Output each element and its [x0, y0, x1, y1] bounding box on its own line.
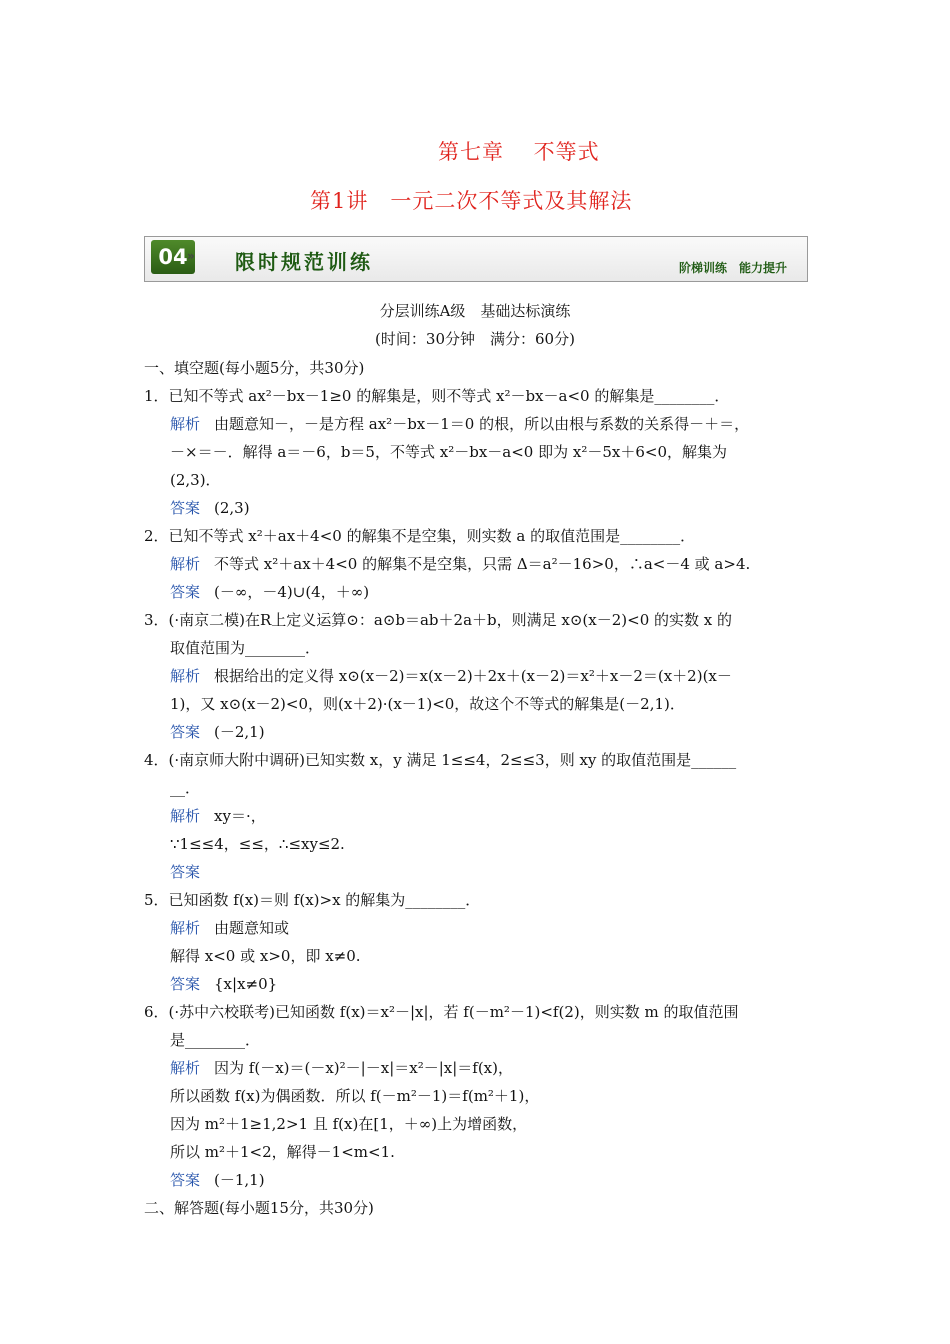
question-continued: 是________． [170, 1031, 261, 1049]
answer-line: 答案 (2,3) [170, 499, 250, 517]
answer-line [170, 862, 214, 882]
banner-title: 限时规范训练 [235, 250, 373, 274]
question: 5．已知函数 f(x)＝则 f(x)>x 的解集为________． [144, 891, 481, 909]
answer-line: 答案 (－1,1) [170, 1171, 265, 1189]
analysis-line: －×＝－．解得 a＝－6，b＝5，不等式 x²－bx－a<0 即为 x²－5x＋6<0，解集为 [170, 443, 727, 461]
analysis-line: 解析 因为 f(－x)＝(－x)²－|－x|＝x²－|x|＝f(x)， [170, 1059, 513, 1077]
answer-label: 答案 [170, 1171, 201, 1189]
question: 1．已知不等式 ax²－bx－1≥0 的解集是，则不等式 x²－bx－a<0 的解集是________． [144, 387, 730, 405]
section-banner [144, 236, 808, 282]
answer-label: 答案 [170, 723, 201, 741]
analysis-line: 所以 m²＋1<2，解得－1<m<1. [170, 1143, 395, 1161]
analysis-line: (2,3)． [170, 471, 221, 489]
question: 3．(·南京二模)在R上定义运算⊙：a⊙b＝ab＋2a＋b，则满足 x⊙(x－2)<0 的实数 x 的 [144, 611, 733, 629]
answer-label: 答案 [170, 583, 201, 601]
analysis-line: 解析 不等式 x²＋ax＋4<0 的解集不是空集，只需 Δ＝a²－16>0，∴a<－4 或 a>4. [170, 555, 751, 573]
analysis-label: 解析 [170, 555, 201, 573]
section-heading: 二、解答题(每小题15分，共30分) [144, 1199, 374, 1217]
answer-label: 答案 [170, 863, 201, 881]
lecture-title: 第1讲 一元二次不等式及其解法 [310, 189, 633, 213]
analysis-label: 解析 [170, 807, 201, 825]
question: 6．(·苏中六校联考)已知函数 f(x)＝x²－|x|，若 f(－m²－1)<f(2)，则实数 m 的取值范围 [144, 1003, 739, 1021]
analysis-line: 解得 x<0 或 x>0，即 x≠0. [170, 947, 361, 965]
analysis-line: 解析 由题意知－，－是方程 ax²－bx－1＝0 的根，所以由根与系数的关系得－＋＝， [170, 415, 750, 433]
banner-subtitle: 阶梯训练 能力提升 [678, 261, 787, 275]
answer-line: 答案 {x|x≠0} [170, 975, 278, 993]
answer-label: 答案 [170, 499, 201, 517]
analysis-line: 解析 由题意知或 [170, 919, 290, 937]
analysis-label: 解析 [170, 415, 201, 433]
analysis-line: 解析 根据给出的定义得 x⊙(x－2)＝x(x－2)＋2x＋(x－2)＝x²＋x－2＝(x＋2)(x－ [170, 667, 732, 685]
question-continued: __． [170, 779, 201, 797]
training-level: 分层训练A级 基础达标演练 [379, 302, 571, 320]
analysis-line: 因为 m²＋1≥1,2>1 且 f(x)在[1，＋∞)上为增函数， [170, 1115, 528, 1133]
section-heading: 一、填空题(每小题5分，共30分) [144, 359, 365, 377]
time-limit: (时间：30分钟 满分：60分) [375, 330, 575, 348]
question: 2．已知不等式 x²＋ax＋4<0 的解集不是空集，则实数 a 的取值范围是________． [144, 527, 696, 545]
answer-label: 答案 [170, 975, 201, 993]
analysis-label: 解析 [170, 667, 201, 685]
analysis-line: ∵1≤≤4，≤≤，∴≤xy≤2. [170, 835, 345, 853]
chapter-title: 第七章 不等式 [438, 140, 600, 164]
answer-line: 答案 (－2,1) [170, 723, 265, 741]
analysis-line: 解析 xy＝·， [170, 807, 266, 825]
banner-arrow-icon: » [187, 249, 195, 263]
question: 4．(·南京师大附中调研)已知实数 x，y 满足 1≤≤4，2≤≤3，则 xy 的取值范围是______ [144, 751, 737, 769]
answer-line: 答案 (－∞，－4)∪(4，＋∞) [170, 583, 370, 601]
analysis-line: 1)，又 x⊙(x－2)<0，则(x＋2)·(x－1)<0，故这个不等式的解集是(－2,1)． [170, 695, 685, 713]
analysis-label: 解析 [170, 1059, 201, 1077]
analysis-label: 解析 [170, 919, 201, 937]
banner-number: 04 [151, 240, 195, 274]
analysis-line: 所以函数 f(x)为偶函数．所以 f(－m²－1)＝f(m²＋1)， [170, 1087, 540, 1105]
question-continued: 取值范围为________． [170, 639, 321, 657]
